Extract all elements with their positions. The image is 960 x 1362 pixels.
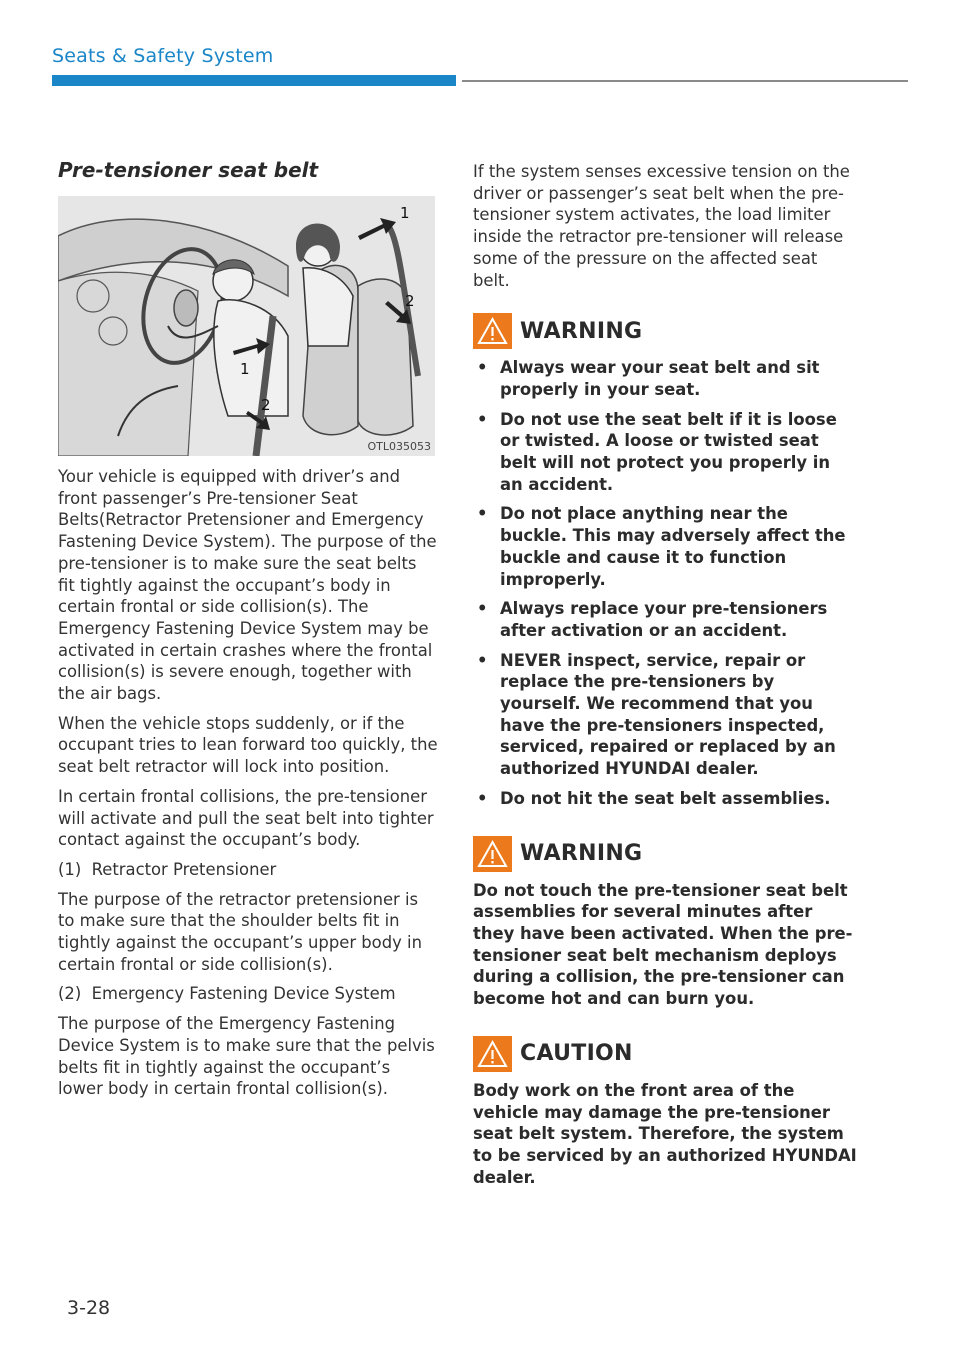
header-accent-bar [52,75,456,86]
figure-label-1-bottom: 1 [240,360,250,378]
paragraph-retractor: The purpose of the retractor pretensioner is to make sure that the shoulder belts fit in tightly against the occupant’s upper body in certain frontal or side collision(s). [58,889,422,974]
page-number: 3-28 [67,1297,111,1319]
list-item-text: Always replace your pre-tensioners after activation or an accident. [500,599,828,640]
bullet: • [477,358,488,378]
warning-icon [473,313,512,349]
warning-icon [473,836,512,872]
header-title: Seats & Safety System [52,45,274,67]
right-column [473,161,858,1188]
list-item-text: Do not use the seat belt if it is loose or twisted. A loose or twisted seat belt will not protect you properly in an accident. [500,409,837,494]
section-title: Pre-tensioner seat belt [58,158,319,182]
figure-label-1-top: 1 [400,204,410,222]
list-item [473,650,858,780]
list-item [473,788,858,810]
list-item [473,357,858,400]
bullet: • [477,504,488,524]
subheading-emergency-fastening: (2) Emergency Fastening Device System [58,984,396,1004]
header-rule [462,80,908,82]
paragraph-sudden-stop: When the vehicle stops suddenly, or if the occupant tries to lean forward too quickly, the seat belt retractor will lock into position. [58,713,438,777]
caution-label: CAUTION [520,1041,633,1067]
bullet: • [477,599,488,619]
warning-label: WARNING [520,318,643,344]
paragraph-equipped: Your vehicle is equipped with driver’s and front passenger’s Pre-tensioner Seat Belts(Retractor Pretensioner and Emergency Fastening Device System). The purpose of the pre-tensioner is to make sure the seat belts fit tightly against the occupant’s body in certain frontal or side collision(s). The Emergency Fastening Device System may be activated in certain crashes where the frontal collision(s) is severe enough, together with the air bags. [58,467,437,704]
paragraph-load-limiter: If the system senses excessive tension on the driver or passenger’s seat belt when the pre-tensioner system activates, the load limiter inside the retractor pre-tensioner will release some of the pressure on the affected seat belt. [473,162,850,290]
subheading-retractor: (1) Retractor Pretensioner [58,859,277,879]
caution-header [473,1036,858,1072]
warning-header-1 [473,313,858,349]
left-column [58,158,438,1108]
pretensioner-illustration [58,196,435,456]
bullet: • [477,788,488,808]
list-item-text: NEVER inspect, service, repair or replace the pre-tensioners by yourself. We recommend that you have the pre-tensioners inspected, serviced, repaired or replaced by an authorized HYUNDAI dealer. [500,650,836,779]
figure-label-2-bottom: 2 [261,396,271,414]
warning-label: WARNING [520,841,643,867]
list-item-text: Do not hit the seat belt assemblies. [500,788,831,808]
paragraph-emergency-fastening: The purpose of the Emergency Fastening Device System is to make sure that the pelvis belts fit in tightly against the occupant’s lower body in certain frontal collision(s). [58,1014,435,1099]
caution-icon [473,1036,512,1072]
seatbelt-diagram [58,196,435,456]
list-item-text: Always wear your seat belt and sit properly in your seat. [500,358,820,399]
warning-list [473,357,858,809]
figure-code: OTL035053 [367,440,431,453]
bullet: • [477,409,488,429]
figure-label-2-right: 2 [405,292,415,310]
bullet: • [477,650,488,670]
warning-header-2 [473,836,858,872]
warning-hot-text: Do not touch the pre-tensioner seat belt assemblies for several minutes after they have been activated. When the pre-tensioner seat belt mechanism deploys during a collision, the pre-tensioner can become hot and can burn you. [473,880,853,1009]
list-item-text: Do not place anything near the buckle. This may adversely affect the buckle and cause it to function improperly. [500,504,846,589]
list-item [473,409,858,496]
list-item [473,503,858,590]
paragraph-frontal-collision: In certain frontal collisions, the pre-tensioner will activate and pull the seat belt into tighter contact against the occupant’s body. [58,786,434,850]
list-item [473,598,858,641]
caution-text: Body work on the front area of the vehicle may damage the pre-tensioner seat belt system. Therefore, the system to be serviced by an authorized HYUNDAI dealer. [473,1080,857,1187]
